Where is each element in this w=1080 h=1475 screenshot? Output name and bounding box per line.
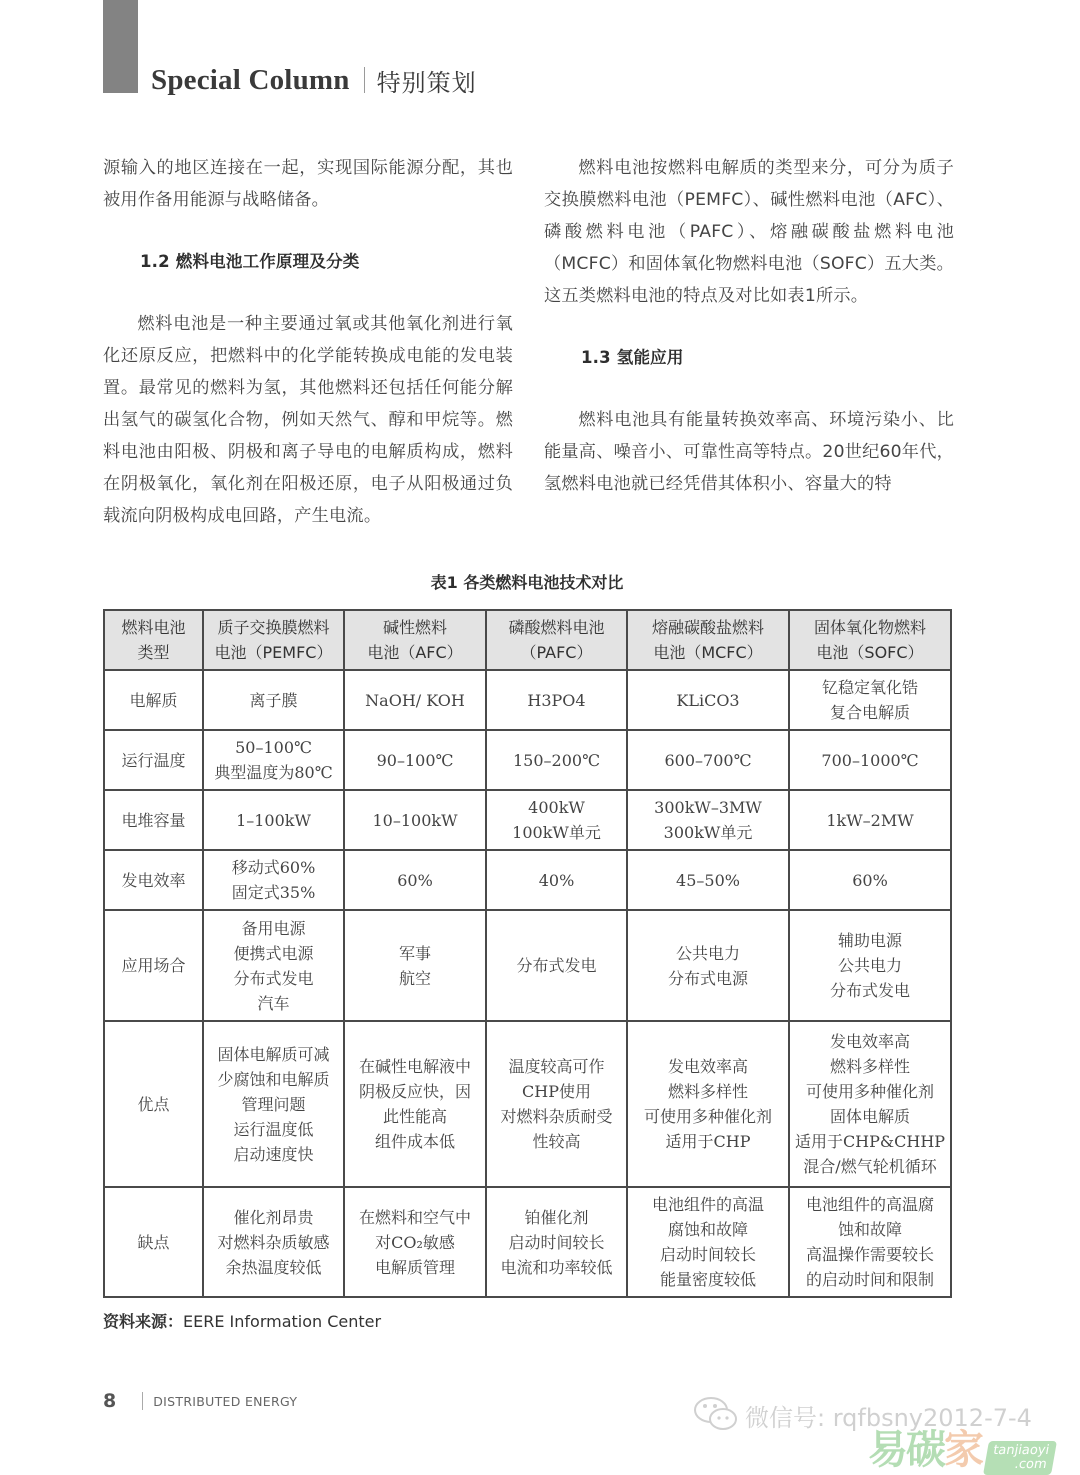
paragraph-classification: 燃料电池按燃料电解质的类型来分，可分为质子交换膜燃料电池（PEMFC）、碱性燃料电池（AFC）、磷酸燃料电池（PAFC）、熔融碳酸盐燃料电池（MCFC）和固体氧化物燃料电池（SOFC）五大类。这五类燃料电池的特点及对比如表1所示。 [544, 158, 954, 306]
source-value: EERE Information Center [183, 1312, 382, 1331]
table-cell: 1kW–2MW [789, 790, 951, 850]
column-header [151, 62, 477, 98]
header-divider [364, 67, 365, 93]
page-number: 8 [103, 1390, 117, 1412]
table-cell: 700–1000℃ [789, 730, 951, 790]
row-label: 优点 [104, 1021, 203, 1187]
table-cell: 军事 航空 [344, 910, 486, 1021]
row-label: 运行温度 [104, 730, 203, 790]
wechat-icon [693, 1395, 739, 1435]
table-cell: 40% [486, 850, 627, 910]
table-row [104, 670, 951, 730]
table-cell: 电池组件的高温腐 蚀和故障 高温操作需要较长 的启动时间和限制 [789, 1187, 951, 1297]
table-cell: 催化剂昂贵 对燃料杂质敏感 余热温度较低 [203, 1187, 344, 1297]
table-cell: 在碱性电解液中 阴极反应快，因 此性能高 组件成本低 [344, 1021, 486, 1187]
table-cell: 固体电解质可减 少腐蚀和电解质 管理问题 运行温度低 启动速度快 [203, 1021, 344, 1187]
table-cell: 10–100kW [344, 790, 486, 850]
table-cell: KLiCO3 [627, 670, 789, 730]
table-cell: NaOH/ KOH [344, 670, 486, 730]
table-cell: 发电效率高 燃料多样性 可使用多种催化剂 固体电解质 适用于CHP&CHHP 混合/燃气轮机循环 [789, 1021, 951, 1187]
table-cell: 辅助电源 公共电力 分布式发电 [789, 910, 951, 1021]
paragraph-continued: 源输入的地区连接在一起，实现国际能源分配，其也被用作备用能源与战略储备。 [103, 158, 513, 210]
header-cell: 磷酸燃料电池 （PAFC） [486, 610, 627, 670]
table-cell: 150–200℃ [486, 730, 627, 790]
logo-text [868, 1418, 982, 1475]
column-title-en: Special Column [151, 63, 350, 96]
section-heading-1-3: 1.3 氢能应用 [581, 348, 684, 367]
badge-line-1: tanjiaoyi [992, 1443, 1051, 1458]
table-row [104, 910, 951, 1021]
table-row [104, 1021, 951, 1187]
table-caption: 表1 各类燃料电池技术对比 [430, 573, 624, 592]
column-title-zh: 特别策划 [376, 68, 477, 97]
page-footer [103, 1390, 297, 1412]
table-cell: 移动式60% 固定式35% [203, 850, 344, 910]
header-cell: 熔融碳酸盐燃料 电池（MCFC） [627, 610, 789, 670]
table-cell: 温度较高可作 CHP使用 对燃料杂质耐受 性较高 [486, 1021, 627, 1187]
table-cell: 在燃料和空气中 对CO₂敏感 电解质管理 [344, 1187, 486, 1297]
source-label: 资料来源： [103, 1312, 184, 1331]
table-cell: 300kW–3MW 300kW单元 [627, 790, 789, 850]
badge-line-2: .com [1013, 1457, 1048, 1472]
paragraph-hydrogen-application: 燃料电池具有能量转换效率高、环境污染小、比能量高、噪音小、可靠性高等特点。20世纪60年代，氢燃料电池就已经凭借其体积小、容量大的特 [544, 410, 954, 494]
table-cell: 钇稳定氧化锆 复合电解质 [789, 670, 951, 730]
table-cell: 离子膜 [203, 670, 344, 730]
site-logo-watermark [868, 1418, 1054, 1475]
table-cell: 分布式发电 [486, 910, 627, 1021]
table-cell: 发电效率高 燃料多样性 可使用多种催化剂 适用于CHP [627, 1021, 789, 1187]
left-column [103, 152, 513, 532]
row-label: 电堆容量 [104, 790, 203, 850]
table-cell: 90–100℃ [344, 730, 486, 790]
table-row [104, 790, 951, 850]
header-cell: 质子交换膜燃料 电池（PEMFC） [203, 610, 344, 670]
header-cell: 燃料电池 类型 [104, 610, 203, 670]
row-label: 缺点 [104, 1187, 203, 1297]
row-label: 发电效率 [104, 850, 203, 910]
wechat-id-text: 微信号: rqfbsny2012-7-4 [745, 1403, 1032, 1432]
table-cell: 公共电力 分布式电源 [627, 910, 789, 1021]
table-cell: 400kW 100kW单元 [486, 790, 627, 850]
table-cell: 60% [789, 850, 951, 910]
section-heading-1-2: 1.2 燃料电池工作原理及分类 [140, 252, 360, 271]
footer-divider [142, 1392, 143, 1410]
paragraph-working-principle: 燃料电池是一种主要通过氧或其他氧化剂进行氧化还原反应，把燃料中的化学能转换成电能的发电装置。最常见的燃料为氢，其他燃料还包括任何能分解出氢气的碳氢化合物，例如天然气、醇和甲烷等。燃料电池由阳极、阴极和离子导电的电解质构成，燃料在阴极氧化，氧化剂在阳极还原，电子从阳极通过负载流向阴极构成电回路，产生电流。 [103, 314, 513, 526]
table-cell: 1–100kW [203, 790, 344, 850]
logo-text-orange: 家 [944, 1427, 982, 1473]
header-cell: 固体氧化物燃料 电池（SOFC） [789, 610, 951, 670]
fuel-cell-comparison-table [103, 609, 952, 1298]
table-cell: 50–100℃ 典型温度为80℃ [203, 730, 344, 790]
table-row [104, 850, 951, 910]
table-cell: 600–700℃ [627, 730, 789, 790]
journal-name: DISTRIBUTED ENERGY [153, 1393, 298, 1409]
header-accent-bar [103, 0, 138, 93]
table-row [104, 1187, 951, 1297]
logo-domain-badge [983, 1441, 1057, 1475]
table-cell: 铂催化剂 启动时间较长 电流和功率较低 [486, 1187, 627, 1297]
table-cell: H3PO4 [486, 670, 627, 730]
header-cell: 碱性燃料 电池（AFC） [344, 610, 486, 670]
right-column [544, 152, 954, 500]
row-label: 应用场合 [104, 910, 203, 1021]
table-header-row [104, 610, 951, 670]
table-source [103, 1309, 381, 1332]
table-row [104, 730, 951, 790]
row-label: 电解质 [104, 670, 203, 730]
table-cell: 45–50% [627, 850, 789, 910]
table-cell: 电池组件的高温 腐蚀和故障 启动时间较长 能量密度较低 [627, 1187, 789, 1297]
table-cell: 备用电源 便携式电源 分布式发电 汽车 [203, 910, 344, 1021]
logo-text-green: 易碳 [868, 1427, 944, 1473]
table-cell: 60% [344, 850, 486, 910]
